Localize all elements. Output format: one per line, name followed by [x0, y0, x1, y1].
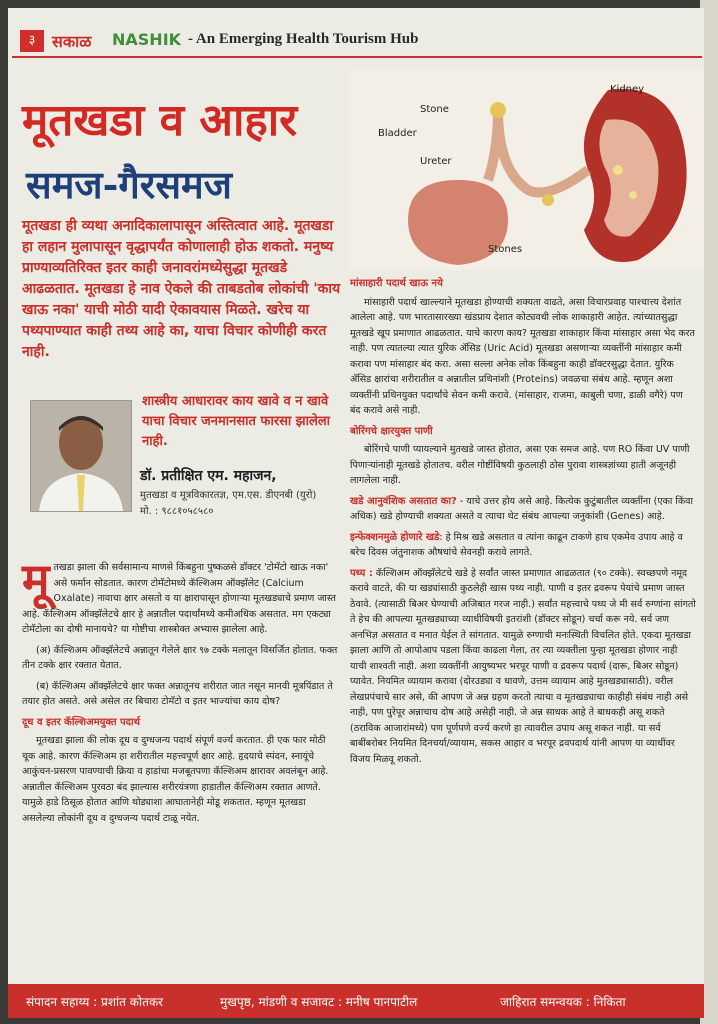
kidney-diagram: [348, 70, 704, 270]
drop-cap: मू: [22, 553, 50, 607]
right-p2: बोरिंगचे पाणी प्यायल्याने मुतखडे जास्त होतात, असा एक समज आहे. पण RO किंवा UV पाणी पिणाऱ्यांनाही मूतखडे होतातच. वरील गोष्टींविषयी कुठलाही ठोस पुरावा शास्त्रज्ञांच्या हाती अजूनही लागलेला नाही.: [350, 444, 690, 486]
label-kidney: Kidney: [610, 84, 645, 95]
author-phone: मो. : ९८८१०५८५८०: [140, 506, 214, 517]
intro-paragraph: मूतखडा ही व्यथा अनादिकालापासून अस्तित्वात आहे. मूतखडा हा लहान मुलापासून वृद्धापर्यंत कोणालाही होऊ शकतो. मनुष्य प्राण्याव्यतिरिक्त इतर काही जनावरांमध्येसुद्धा मूतखडे आढळतात. मूतखडा हे नाव ऐकले की ताबडतोब लोकांची 'काय खाऊ नका' याची मोठी यादी ऐकावयास मिळते. खरेच या पथ्यपाण्यात काही तथ्य आहे का, याचा विचार कोणीही करत नाही.: [22, 218, 341, 360]
subhead-hereditary: खडे आनुवंशिक असतात का?: [350, 495, 457, 507]
left-p3: (ब) कॅल्शिअम ऑक्झॅलेटचे क्षार फक्त अन्नातूनच शरीरात जात नसून मानवी मूत्रपिंडात ते तयार होत असते. असे असेल तर बिचारा टोमॅटो व इतर भाज्यांचा काय दोष?: [22, 680, 333, 707]
credit-ads: जाहिरात समन्वयक : निकिता: [500, 995, 626, 1009]
header-tagline: - An Emerging Health Tourism Hub: [188, 31, 419, 47]
city-name: NASHIK: [112, 30, 182, 49]
newspaper-page: [8, 8, 704, 1018]
brand-logo: सकाळ: [52, 32, 92, 51]
subhead-milk: दूध व इतर कॅल्शिअमयुक्त पदार्थ: [22, 716, 140, 728]
author-name: डॉ. प्रतीक्षित एम. महाजन,: [140, 468, 277, 484]
subhead-boring-water: बोरिंगचे क्षारयुक्त पाणी: [350, 425, 433, 437]
left-p4: मूतखडा झाला की लोक दूध व दुग्धजन्य पदार्थ संपूर्ण वर्ज्य करतात. ही एक फार मोठी चूक आहे. कारण कॅल्शिअम हा शरीरातील महत्त्वपूर्ण क्षार आहे. हृदयाचे स्पंदन, स्नायूंचे आकुंचन-प्रसरण पावण्याची क्रिया व हाडांचा मजबूतपणा कॅल्शिअम क्षारावर अवलंबून आहे. अन्नातील कॅल्शिअम पुरवठा बंद झाल्यास शरीरयंत्रणा हाडातील कॅल्शिअम रक्तात आणते. यामुळे हाडे ठिसूळ होतात आणि थोड्याशा आघातानेही मोडू शकतात. म्हणून मूतखडा असलेल्या लोकांनी दूध व दुग्धजन्य पदार्थ टाळू नयेत.: [22, 735, 329, 824]
label-ureter: Ureter: [420, 156, 452, 167]
author-photo: [30, 400, 132, 512]
label-bladder: Bladder: [378, 128, 417, 139]
label-stone: Stone: [420, 104, 449, 115]
credit-layout: मुखपृष्ठ, मांडणी व सजावट : मनीष पानपाटील: [220, 995, 418, 1009]
author-byline: [140, 466, 340, 517]
subhead-infection: इन्फेक्शनमुळे होणारे खडे: [350, 531, 440, 543]
left-p1: तखडा झाला की सर्वसामान्य माणसे किंबहुना पुष्कळसे डॉक्टर 'टोमॅटो खाऊ नका' असे फर्मान सोडतात. कारण टोमॅटोमध्ये कॅल्शिअम ऑक्झॅलेट (Calcium Oxalate) नावाचा क्षार असतो व या क्षारापासून होणाऱ्या मूतखड्याचे प्रमाण जास्त आहे. कॅल्शिअम ऑक्झॅलेटचे क्षार हे अन्नातील पदार्थांमध्ये कमीअधिक असतात. मग एकट्या टोमॅटोला का दोषी मानायचे? या गोष्टीचा शास्त्रोक्त अभ्यास झालेला आहे.: [22, 562, 336, 635]
credit-editor: संपादन सहाय्य : प्रशांत कोतकर: [26, 995, 164, 1009]
right-p5: कॅल्शिअम ऑक्झॅलेटचे खडे हे सर्वांत जास्त प्रमाणात आढळतात (९० टक्के). स्वच्छपणे नमूद करावे वाटते, की या खड्यांसाठी कुठलेही खास पथ्य नाही. पाणी व इतर द्रवरूप पेयांचे प्रमाण जास्त ठेवावे. (त्यासाठी बिअर घेण्याची अजिबात गरज नाही.) सर्वांत महत्त्वाचे पथ्य जे मी सर्व रुग्णांना सांगतो ते हेच की आपल्या मूतखड्याच्या व्याधीविषयी इतरांशी (डॉक्टर सोडून) चर्चा करू नये. सर्व जण अनभिज्ञ असतात व मनात येईल ते सांगतात. यामुळे रुग्णाची मनःस्थिती विचलित होते. एकदा मूतखडा झाला आणि तो आपोआप पडला किंवा काढला गेला, तर त्या व्यक्तीला पुन्हा मूतखडा होणार नाही याची शाश्वती नाही. अशा व्यक्तींनी आयुष्यभर भरपूर पाणी व द्रवरूप पदार्थ (दारू, बिअर सोडून) प्यावेत. नियमित व्यायाम करावा (दोरउड्या व धावणे, उत्तम व्यायाम आहे मुतखड्यासाठी). वरील लेखप्रपंचाचे सार असे, की आपण जे अन्न ग्रहण करतो त्याचा व मूतखड्याचा काहीही संबंध नाही असे नाही, पण पुरेपूर अन्नाचाच दोष आहे असेही नाही. जे अन्न साधक आहे ते बाधकही असू शकते (ठराविक आजारांमध्ये) पण पूर्णपणे वर्ज्य करणे हा त्यावरील उपाय असू शकत नाही. या सर्व बाबींबरोबर नियमित दिनचर्या/व्यायाम, सकस आहार व भरपूर द्रवपदार्थ यांनी आपण या व्याधींवर विजय मिळवू शकतो.: [350, 567, 696, 765]
page-header: [12, 26, 702, 58]
headline-line1: मूतखडा व आहार: [22, 95, 298, 146]
right-p3: - याचे उत्तर होय असे आहे. कित्येक कुटुंबातील व्यक्तींना (एका किंवा अधिक) खडे होण्याची शक्यता असते व त्याचा थेट संबंध आपल्या जनुकांशी (Genes) आहे.: [350, 495, 693, 522]
credits-footer: [8, 984, 704, 1018]
author-designation: मुतखडा व मूत्रविकारतज्ञ, एम.एस. डीएनबी (युरो): [140, 490, 317, 501]
right-p4: : हे मिश्र खडे असतात व त्यांना काढून टाकणे हाच एकमेव उपाय आहे व बरेच दिवस जंतुनाशक औषधांचे सेवनही करावे लागते.: [350, 531, 683, 558]
subhead-meat: मांसाहारी पदार्थ खाऊ नये: [350, 278, 443, 289]
pull-quote: शास्त्रीय आधारावर काय खावे व न खावे याचा विचार जनमानसात फारसा झालेला नाही.: [142, 394, 331, 449]
right-p1: मांसाहारी पदार्थ खाल्ल्याने मूतखडा होण्याची शक्यता वाढते, असा विचारप्रवाह पाश्चात्त्य देशांत आलेला आहे. पण भारतासारख्या खंडप्राय देशात कोट्यवधी लोक शाकाहारी आहेत. त्यांच्यातसुद्धा मूतखडे खूप प्रमाणात आढळतात. याचे कारण काय? मूतखडा शाकाहार किंवा मांसाहार असा भेद करत नाही. पण त्यातल्या त्यात युरिक ॲसिड (Uric Acid) मूतखडा असणाऱ्या व्यक्तींनी मांसाहार कमी करावा पण मांसाहार बंद करा. असा सल्ला अनेक लोक किंबहुना काही डॉक्टरसुद्धा देतात. युरिक ॲसिड क्षारांचा शरीरातील व अन्नातील प्रथिनांशी (Proteins) जवळचा संबंध आहे. म्हणून अशा व्यक्तींनी प्रथिनयुक्त पदार्थांचे सेवन कमी करावे. (मांसाहार, राजमा, काबुली चणा, डाळी वगैरे) पण बंद करावे असे नाही.: [350, 296, 695, 416]
left-p2: (अ) कॅल्शिअम ऑक्झॅलेटचे अन्नातून गेलेले क्षार ९७ टक्के मलातून विसर्जित होतात. फक्त तीन टक्के क्षार रक्तात येतात.: [22, 644, 338, 671]
subhead-diet: पथ्य :: [350, 567, 373, 579]
left-article: [22, 553, 340, 831]
right-article: [350, 276, 696, 772]
page-number: ३: [20, 30, 44, 52]
label-stones: Stones: [488, 244, 523, 255]
headline-line2: समज-गैरसमज: [26, 162, 232, 207]
